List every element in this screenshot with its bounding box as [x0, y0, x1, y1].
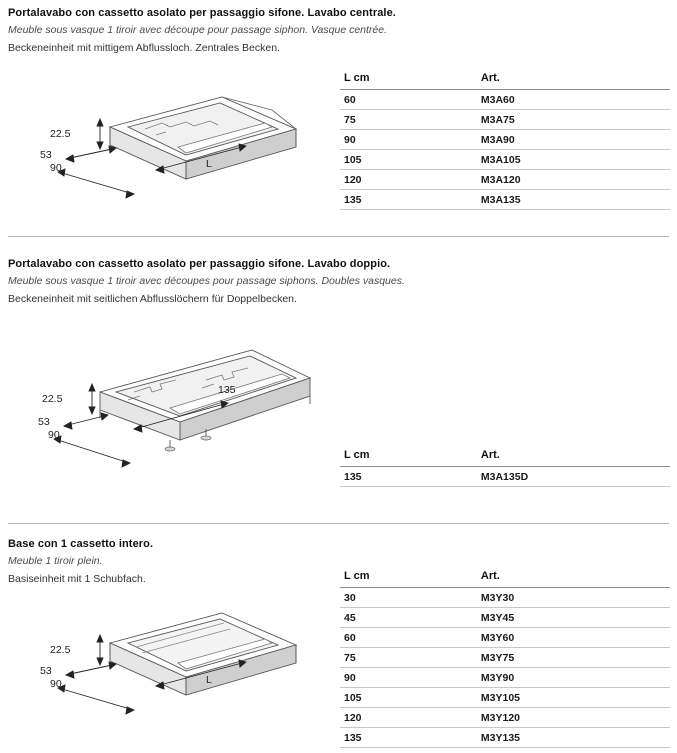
dim-width-2: 135 [218, 384, 236, 396]
col-header-article: Art. [477, 72, 670, 90]
section-title-fr: Meuble sous vasque 1 tiroir avec découpes pour passage siphons. Doubles vasques. [8, 275, 405, 287]
table-row [340, 628, 670, 648]
cell-article: M3A120 [477, 170, 670, 190]
section-title-fr: Meuble sous vasque 1 tiroir avec découpe pour passage siphon. Vasque centrée. [8, 24, 388, 36]
table-row [340, 708, 670, 728]
cell-length: 135 [340, 728, 477, 748]
dim-depth-b-1: 90 [50, 162, 62, 174]
product-drawing-central-basin [10, 85, 330, 215]
section-divider-1 [8, 236, 669, 237]
cell-length: 135 [340, 467, 477, 487]
cell-article: M3A135D [477, 467, 670, 487]
dim-depth-a-3: 53 [40, 665, 52, 677]
product-section-double-basin [0, 257, 677, 306]
variants-table-full-drawer [340, 570, 670, 748]
table-row [340, 588, 670, 608]
section-titles [0, 257, 677, 306]
table-row [340, 668, 670, 688]
col-header-length: L cm [340, 570, 477, 588]
cell-length: 120 [340, 170, 477, 190]
table-row [340, 467, 670, 487]
dim-height-2: 22.5 [42, 393, 63, 405]
cell-length: 105 [340, 688, 477, 708]
cell-length: 120 [340, 708, 477, 728]
product-drawing-double-basin [10, 330, 340, 500]
table-row [340, 110, 670, 130]
section-title-de: Beckeneinheit mit seitlichen Abflusslöchern für Doppelbecken. [8, 293, 297, 305]
cell-article: M3Y30 [477, 588, 670, 608]
product-section-central-basin [0, 0, 677, 55]
cell-article: M3A135 [477, 190, 670, 210]
section-title-fr: Meuble 1 tiroir plein. [8, 555, 103, 567]
dim-height-1: 22.5 [50, 128, 71, 140]
col-header-article: Art. [477, 570, 670, 588]
table-row [340, 688, 670, 708]
variants-table-double-basin [340, 449, 670, 487]
section-title-it: Portalavabo con cassetto asolato per passaggio sifone. Lavabo doppio. [8, 258, 391, 270]
dim-depth-a-1: 53 [40, 149, 52, 161]
dim-depth-b-3: 90 [50, 678, 62, 690]
cell-article: M3Y60 [477, 628, 670, 648]
table-row [340, 728, 670, 748]
cell-article: M3Y120 [477, 708, 670, 728]
cell-length: 60 [340, 90, 477, 110]
table-header-row [340, 72, 670, 90]
dim-depth-b-2: 90 [48, 429, 60, 441]
dim-height-3: 22.5 [50, 644, 71, 656]
col-header-length: L cm [340, 72, 477, 90]
col-header-length: L cm [340, 449, 477, 467]
cell-length: 105 [340, 150, 477, 170]
cell-article: M3A75 [477, 110, 670, 130]
section-divider-2 [8, 523, 669, 524]
section-title-de: Beckeneinheit mit mittigem Abflussloch. Zentrales Becken. [8, 42, 280, 54]
cell-length: 75 [340, 648, 477, 668]
cell-article: M3Y45 [477, 608, 670, 628]
cell-article: M3A60 [477, 90, 670, 110]
dim-width-3: L [206, 674, 212, 686]
section-titles [0, 0, 677, 55]
table-row [340, 130, 670, 150]
dim-width-1: L [206, 158, 212, 170]
table-header-row [340, 570, 670, 588]
table-header-row [340, 449, 670, 467]
cell-length: 90 [340, 668, 477, 688]
cell-length: 30 [340, 588, 477, 608]
cell-article: M3A105 [477, 150, 670, 170]
cell-article: M3Y105 [477, 688, 670, 708]
cell-length: 60 [340, 628, 477, 648]
cell-length: 135 [340, 190, 477, 210]
table-row [340, 150, 670, 170]
table-row [340, 170, 670, 190]
cell-length: 75 [340, 110, 477, 130]
cell-length: 45 [340, 608, 477, 628]
section-title-it: Base con 1 cassetto intero. [8, 538, 154, 550]
section-title-it: Portalavabo con cassetto asolato per passaggio sifone. Lavabo centrale. [8, 7, 396, 19]
cell-length: 90 [340, 130, 477, 150]
table-row [340, 90, 670, 110]
cell-article: M3A90 [477, 130, 670, 150]
section-title-de: Basiseinheit mit 1 Schubfach. [8, 573, 146, 585]
col-header-article: Art. [477, 449, 670, 467]
product-drawing-full-drawer [10, 595, 330, 745]
cell-article: M3Y75 [477, 648, 670, 668]
cell-article: M3Y90 [477, 668, 670, 688]
cell-article: M3Y135 [477, 728, 670, 748]
table-row [340, 608, 670, 628]
dim-depth-a-2: 53 [38, 416, 50, 428]
table-row [340, 648, 670, 668]
variants-table-central-basin [340, 72, 670, 210]
table-row [340, 190, 670, 210]
